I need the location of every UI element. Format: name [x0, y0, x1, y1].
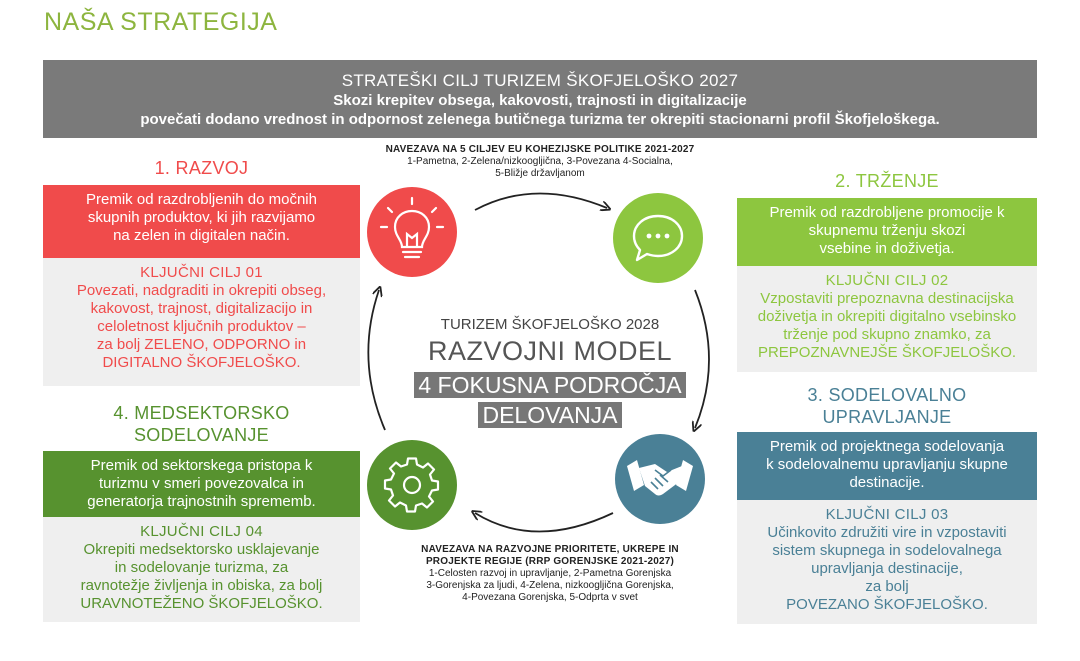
sodelovalno-shift-line: destinacije. — [849, 474, 925, 491]
medsektorsko-shift-line: Premik od sektorskega pristopa k — [90, 457, 313, 474]
sodelovalno-goal-line: Učinkovito združiti vire in vzpostaviti — [767, 524, 1007, 541]
regional-note-title: PROJEKTE REGIJE (RRP GORENJSKE 2021-2027) — [425, 556, 675, 567]
sodelovalno-title-line: 3. SODELOVALNO — [807, 385, 967, 405]
medsektorsko-goal-line: ravnotežje življenja in obiska, za bolj — [80, 577, 323, 594]
banner-heading: STRATEŠKI CILJ TURIZEM ŠKOFJELOŠKO 2027 — [341, 70, 739, 90]
center-highlight-line — [390, 372, 710, 399]
medsektorsko-goal-line: in sodelovanje turizma, za — [114, 559, 289, 576]
trzenje-shift-box — [737, 198, 1037, 266]
eu-note-line: 1-Pametna, 2-Zelena/nizkoogljična, 3-Povezana 4-Socialna, — [407, 156, 673, 167]
sodelovalno-title-line: UPRAVLJANJE — [822, 407, 952, 427]
page-title: NAŠA STRATEGIJA — [44, 8, 278, 36]
medsektorsko-goal-title: KLJUČNI CILJ 04 — [140, 523, 263, 540]
section-title-trzenje: 2. TRŽENJE — [835, 171, 939, 191]
center-highlight-line — [390, 402, 710, 429]
center-title: RAZVOJNI MODEL — [427, 336, 673, 366]
eu-note-title: NAVEZAVA NA 5 CILJEV EU KOHEZIJSKE POLITIKE 2021-2027 — [385, 144, 695, 155]
trzenje-shift-line: vsebine in doživetja. — [819, 240, 955, 257]
medsektorsko-shift-line: generatorja trajnostnih sprememb. — [87, 493, 316, 510]
medsektorsko-goal-box — [43, 517, 360, 622]
regional-priorities-note — [365, 544, 735, 604]
trzenje-goal-line: trženje pod skupno znamko, za — [783, 326, 991, 343]
trzenje-shift-line: Premik od razdrobljene promocije k — [769, 204, 1005, 221]
sodelovalno-goal-line: POVEZANO ŠKOFJELOŠKO. — [786, 596, 988, 613]
trzenje-goal-line: Vzpostaviti prepoznavna destinacijska — [760, 290, 1014, 307]
lightbulb-icon — [367, 187, 457, 277]
razvoj-goal-line: celoletnost ključnih produktov – — [97, 318, 306, 335]
trzenje-goal-line: doživetja in okrepiti digitalno vsebinsko — [757, 308, 1017, 325]
center-highlight-text: 4 FOKUSNA PODROČJA — [414, 372, 685, 398]
strategic-goal-banner — [43, 60, 1037, 138]
razvoj-shift-line: Premik od razdrobljenih do močnih — [86, 191, 317, 208]
trzenje-goal-title: KLJUČNI CILJ 02 — [825, 272, 949, 289]
regional-note-line: 4-Povezana Gorenjska, 5-Odprta v svet — [462, 592, 638, 603]
arrow-razvoj-to-trzenje — [475, 193, 607, 210]
medsektorsko-shift-box — [43, 451, 360, 517]
sodelovalno-goal-box — [737, 500, 1037, 624]
center-highlight-text: DELOVANJA — [478, 402, 621, 428]
razvoj-shift-line: na zelen in digitalen način. — [113, 227, 290, 244]
center-subtitle: TURIZEM ŠKOFJELOŠKO 2028 — [440, 316, 660, 333]
razvoj-goal-line: Povezati, nadgraditi in okrepiti obseg, — [76, 282, 327, 299]
sodelovalno-shift-line: Premik od projektnega sodelovanja — [769, 438, 1005, 455]
sodelovalno-goal-line: za bolj — [865, 578, 909, 595]
razvoj-shift-box — [43, 185, 360, 258]
banner-line-3: povečati dodano vrednost in odpornost zelenega butičnega turizma ter okrepiti stacionarni profil Škofjeloškega. — [140, 110, 940, 128]
medsektorsko-goal-line: URAVNOTEŽENO ŠKOFJELOŠKO. — [80, 595, 323, 612]
trzenje-goal-box — [737, 266, 1037, 372]
eu-note-line: 5-Bližje državljanom — [495, 168, 585, 179]
section-title-medsektorsko — [43, 402, 360, 446]
trzenje-shift-line: skupnemu trženju skozi — [808, 222, 966, 239]
arrow-sodelovalno-to-medsektorsko — [475, 513, 613, 532]
section-title-razvoj: 1. RAZVOJ — [154, 158, 249, 178]
regional-note-line: 1-Celosten razvoj in upravljanje, 2-Pametna Gorenjska — [428, 568, 672, 579]
razvoj-goal-title: KLJUČNI CILJ 01 — [140, 264, 263, 281]
sodelovalno-goal-line: sistem skupnega in sodelovalnega — [772, 542, 1002, 559]
regional-note-title: NAVEZAVA NA RAZVOJNE PRIORITETE, UKREPE IN — [421, 544, 679, 555]
medsektorsko-shift-line: turizmu v smeri povezovalca in — [98, 475, 305, 492]
regional-note-line: 3-Gorenjska za ljudi, 4-Zelena, nizkoogljična Gorenjska, — [426, 580, 674, 591]
medsektorsko-goal-line: Okrepiti medsektorsko usklajevanje — [83, 541, 320, 558]
razvoj-goal-box — [43, 258, 360, 386]
sodelovalno-shift-line: k sodelovalnemu upravljanju skupne — [766, 456, 1008, 473]
sodelovalno-goal-line: upravljanja destinacije, — [811, 560, 963, 577]
razvoj-goal-line: DIGITALNO ŠKOFJELOŠKO. — [102, 354, 301, 371]
razvoj-shift-line: skupnih produktov, ki jih razvijamo — [87, 209, 316, 226]
banner-line-2: Skozi krepitev obsega, kakovosti, trajnosti in digitalizacije — [333, 91, 747, 109]
sodelovalno-shift-box — [737, 432, 1037, 500]
medsektorsko-title-line: SODELOVANJE — [133, 425, 269, 445]
chat-bubble-icon — [613, 193, 703, 283]
trzenje-goal-line: PREPOZNAVNEJŠE ŠKOFJELOŠKO. — [757, 344, 1017, 361]
arrow-medsektorsko-to-razvoj — [368, 290, 385, 430]
razvoj-goal-line: za bolj ZELENO, ODPORNO in — [96, 336, 307, 353]
handshake-icon — [615, 434, 705, 524]
section-title-sodelovalno — [737, 384, 1037, 428]
sodelovalno-goal-title: KLJUČNI CILJ 03 — [825, 506, 949, 523]
gear-icon — [367, 440, 457, 530]
razvoj-goal-line: kakovost, trajnost, digitalizacijo in — [90, 300, 313, 317]
eu-cohesion-note — [355, 144, 725, 180]
medsektorsko-title-line: 4. MEDSEKTORSKO — [113, 403, 290, 423]
